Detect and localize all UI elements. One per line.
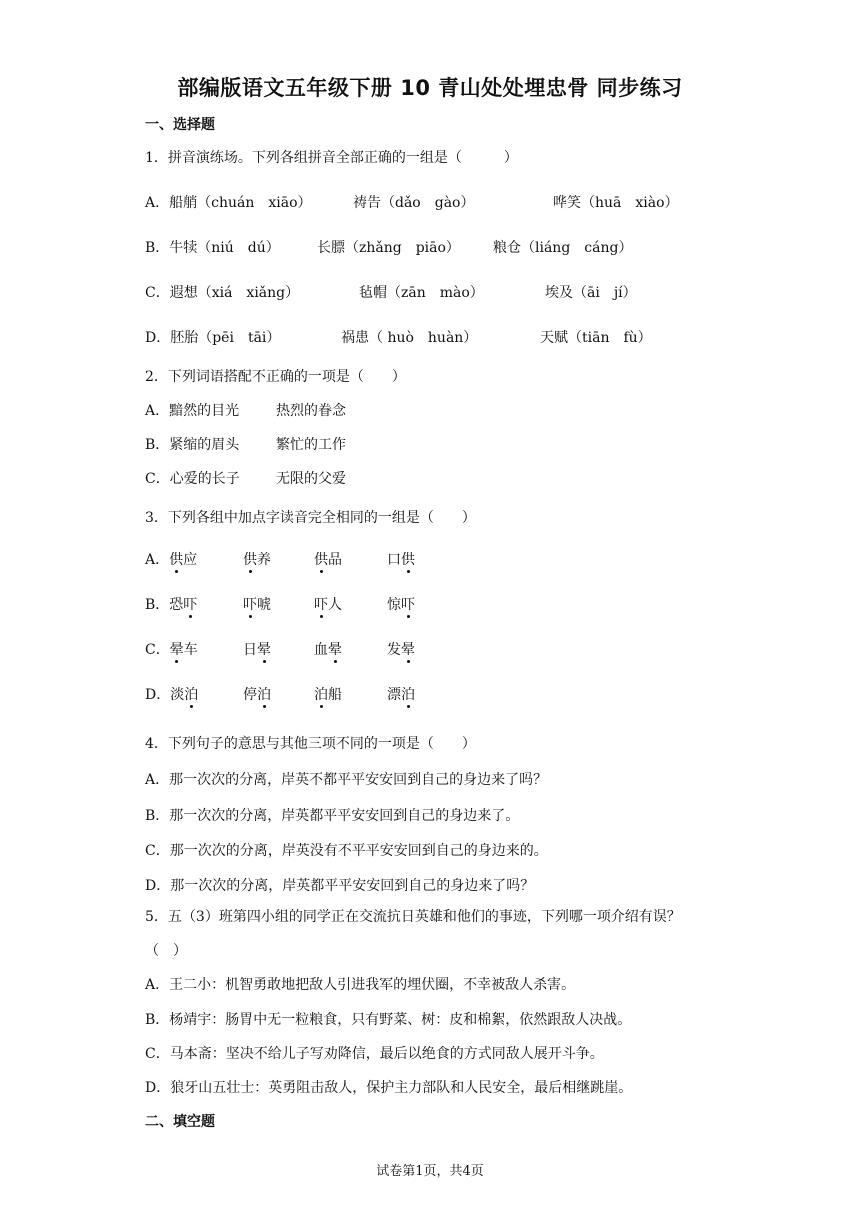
q4-option-a: A．那一次次的分离，岸英不都平平安安回到自己的身边来了吗？ bbox=[145, 772, 548, 788]
q1-d-item-1: D．胚胎（pēi tāi） bbox=[145, 330, 281, 346]
q1-a-item-2: 祷告（dǎo gào） bbox=[353, 195, 475, 211]
q2-b-item-2: 繁忙的工作 bbox=[276, 437, 346, 453]
q3-c-word-2 bbox=[243, 639, 271, 659]
q2-stem: 2．下列词语搭配不正确的一项是（ ） bbox=[145, 369, 406, 385]
q3-b-word-4 bbox=[387, 594, 415, 614]
word-prefix: 停 bbox=[243, 687, 257, 703]
q3-stem: 3．下列各组中加点字读音完全相同的一组是（ ） bbox=[145, 510, 476, 526]
word-suffix: 唬 bbox=[257, 597, 271, 613]
q3-a-word-3 bbox=[314, 549, 342, 569]
page-footer: 试卷第1页，共4页 bbox=[376, 1164, 484, 1179]
q1-d-item-3: 天赋（tiān fù） bbox=[540, 330, 652, 346]
page-title: 部编版语文五年级下册 10 青山处处埋忠骨 同步练习 bbox=[177, 76, 683, 100]
q1-a-item-3: 哗笑（huā xiào） bbox=[553, 195, 679, 211]
q1-stem: 1．拼音演练场。下列各组拼音全部正确的一组是（ ） bbox=[145, 150, 518, 166]
q3-b-word-1 bbox=[145, 594, 197, 614]
word-prefix: 惊 bbox=[387, 597, 401, 613]
dotted-char: 吓 bbox=[314, 597, 328, 613]
word-prefix: D．淡 bbox=[145, 687, 185, 703]
q3-d-word-3 bbox=[314, 684, 342, 704]
q4-option-c: C．那一次次的分离，岸英没有不平平安安回到自己的身边来的。 bbox=[145, 843, 548, 859]
section-heading-choice: 一、选择题 bbox=[145, 117, 215, 133]
q5-answer-paren: （ ） bbox=[145, 943, 187, 959]
q3-c-word-1 bbox=[145, 639, 198, 659]
q1-c-item-3: 埃及（āi jí） bbox=[545, 285, 637, 301]
q2-a-item-1: A．黯然的目光 bbox=[145, 403, 240, 419]
q5-option-d: D．狼牙山五壮士：英勇阻击敌人，保护主力部队和人民安全，最后相继跳崖。 bbox=[145, 1080, 633, 1096]
dotted-char: 泊 bbox=[401, 687, 415, 703]
word-prefix: B．恐 bbox=[145, 597, 184, 613]
q4-option-d: D．那一次次的分离，岸英都平平安安回到自己的身边来了吗？ bbox=[145, 878, 535, 894]
dotted-char: 吓 bbox=[401, 597, 415, 613]
word-prefix: 发 bbox=[387, 642, 401, 658]
word-suffix: 品 bbox=[328, 552, 342, 568]
q3-d-word-4 bbox=[387, 684, 415, 704]
q4-stem: 4．下列句子的意思与其他三项不同的一项是（ ） bbox=[145, 736, 476, 752]
q3-c-word-4 bbox=[387, 639, 415, 659]
word-prefix: 口 bbox=[387, 552, 401, 568]
dotted-char: 晕 bbox=[328, 642, 342, 658]
dotted-char: 供 bbox=[314, 552, 328, 568]
q1-c-item-1: C．遐想（xiá xiǎng） bbox=[145, 285, 300, 301]
q3-a-word-4 bbox=[387, 549, 415, 569]
word-suffix: 养 bbox=[257, 552, 271, 568]
dotted-char: 供 bbox=[169, 552, 184, 568]
dotted-char: 晕 bbox=[257, 642, 271, 658]
dotted-char: 泊 bbox=[184, 687, 199, 703]
q3-d-word-1 bbox=[145, 684, 198, 704]
word-suffix: 应 bbox=[183, 552, 198, 568]
q2-b-item-1: B．紧缩的眉头 bbox=[145, 437, 240, 453]
q2-a-item-2: 热烈的眷念 bbox=[276, 403, 346, 419]
q1-b-item-3: 粮仓（liáng cáng） bbox=[493, 240, 633, 256]
word-prefix: C． bbox=[145, 642, 170, 658]
word-prefix: 日 bbox=[243, 642, 257, 658]
dotted-char: 晕 bbox=[401, 642, 415, 658]
q1-b-item-2: 长膘（zhǎng piāo） bbox=[317, 240, 460, 256]
dotted-char: 泊 bbox=[314, 687, 328, 703]
q3-a-word-1 bbox=[145, 549, 197, 569]
q4-option-b: B．那一次次的分离，岸英都平平安安回到自己的身边来了。 bbox=[145, 808, 520, 824]
q3-a-word-2 bbox=[243, 549, 271, 569]
dotted-char: 泊 bbox=[257, 687, 271, 703]
q3-b-word-3 bbox=[314, 594, 342, 614]
q2-c-item-1: C．心爱的长子 bbox=[145, 471, 240, 487]
word-prefix: 血 bbox=[314, 642, 328, 658]
q5-option-c: C．马本斋：坚决不给儿子写劝降信，最后以绝食的方式同敌人展开斗争。 bbox=[145, 1046, 604, 1062]
q5-option-a: A．王二小：机智勇敢地把敌人引进我军的埋伏圈，不幸被敌人杀害。 bbox=[145, 977, 576, 993]
q3-b-word-2 bbox=[243, 594, 271, 614]
q3-c-word-3 bbox=[314, 639, 342, 659]
q5-stem: 5．五（3）班第四小组的同学正在交流抗日英雄和他们的事迹，下列哪一项介绍有误？ bbox=[145, 909, 681, 925]
dotted-char: 吓 bbox=[243, 597, 257, 613]
word-suffix: 车 bbox=[183, 642, 198, 658]
section-heading-fill: 二、填空题 bbox=[145, 1114, 215, 1130]
dotted-char: 供 bbox=[243, 552, 257, 568]
dotted-char: 吓 bbox=[183, 597, 198, 613]
q5-option-b: B．杨靖宇：肠胃中无一粒粮食，只有野菜、树：皮和棉絮，依然跟敌人决战。 bbox=[145, 1012, 632, 1028]
dotted-char: 晕 bbox=[169, 642, 184, 658]
word-prefix: 漂 bbox=[387, 687, 401, 703]
q3-d-word-2 bbox=[243, 684, 271, 704]
q1-d-item-2: 祸患（ huò huàn） bbox=[341, 330, 478, 346]
q1-b-item-1: B．牛犊（niú dú） bbox=[145, 240, 280, 256]
q1-a-item-1: A．船艄（chuán xiāo） bbox=[145, 195, 312, 211]
q2-c-item-2: 无限的父爱 bbox=[276, 471, 346, 487]
dotted-char: 供 bbox=[401, 552, 415, 568]
word-suffix: 人 bbox=[328, 597, 342, 613]
q1-c-item-2: 毡帽（zān mào） bbox=[359, 285, 484, 301]
word-prefix: A． bbox=[145, 552, 170, 568]
word-suffix: 船 bbox=[328, 687, 342, 703]
